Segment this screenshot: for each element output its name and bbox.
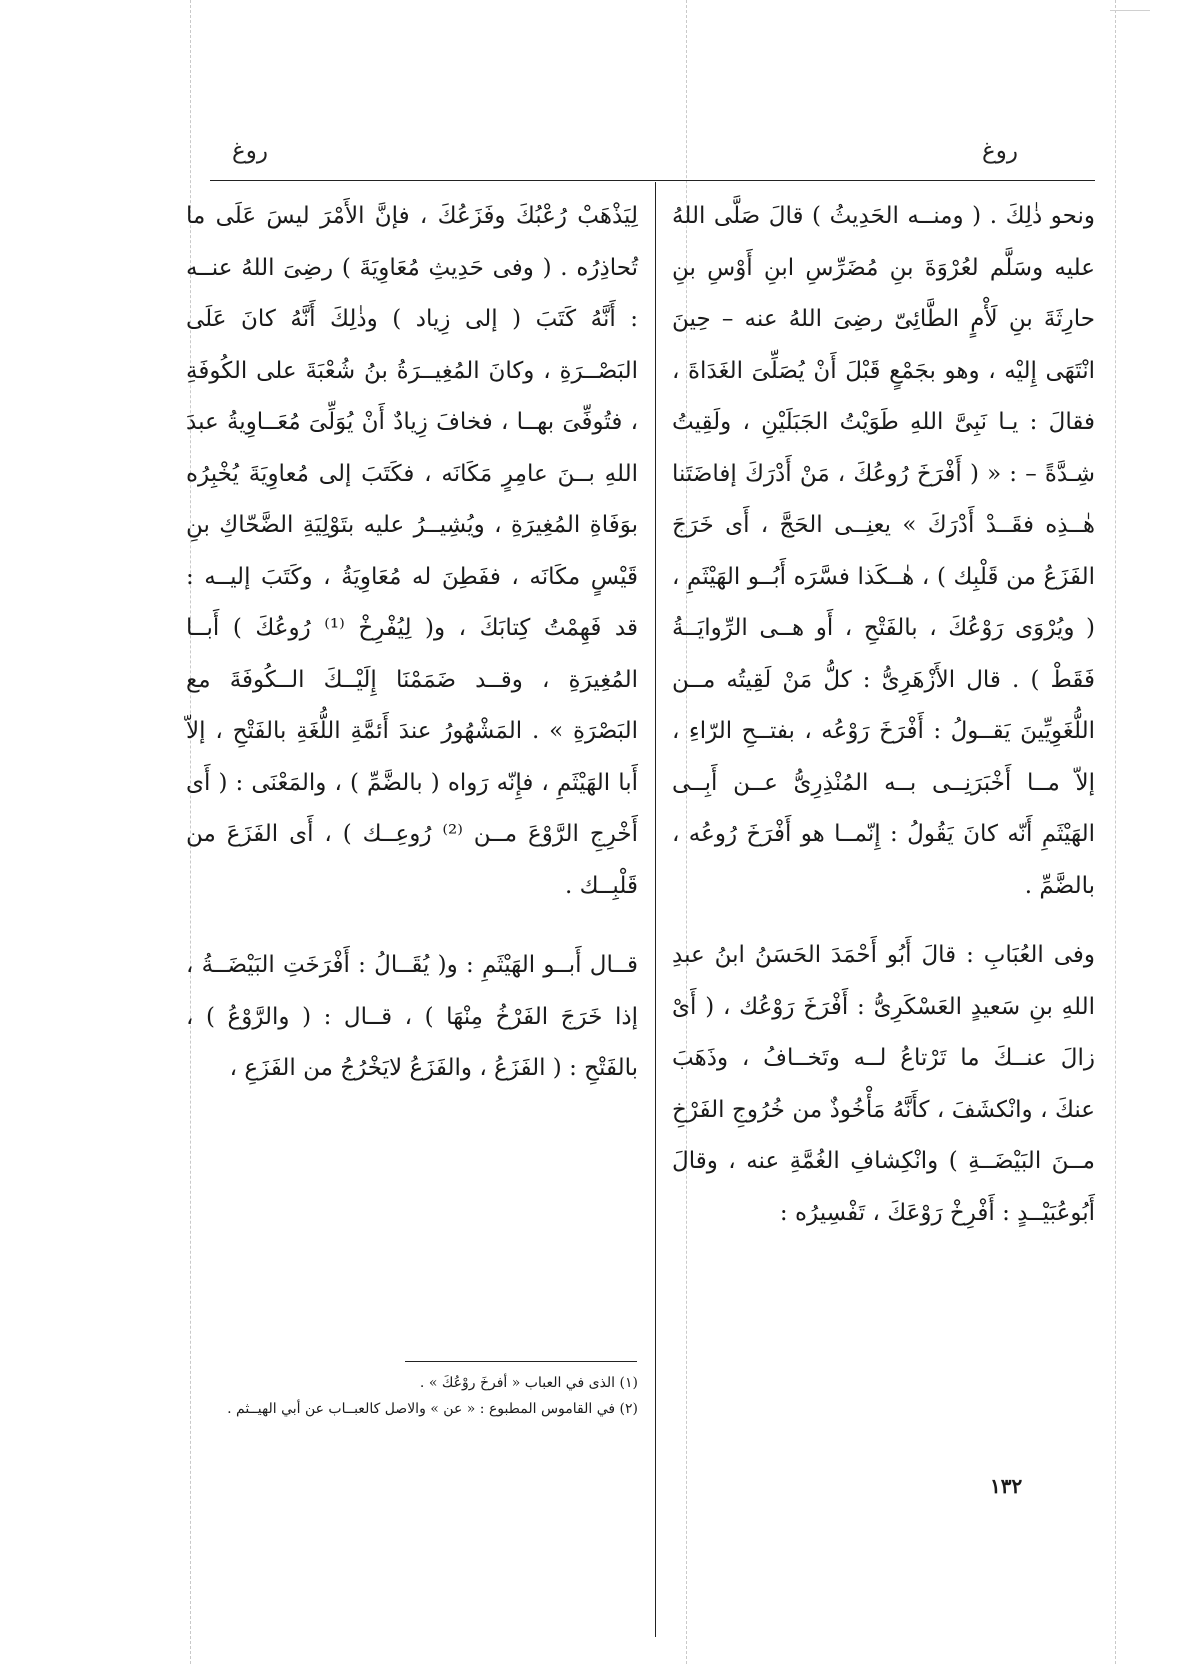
scan-guide-top — [1110, 10, 1150, 11]
left-column-paragraph-1: لِيَذْهَبْ رُعْبُكَ وفَزَعُكَ ، فإنَّ الأَمْرَ ليسَ عَلَى ما تُحاذِرُه . ( وفى حَدِيثِ مُعَاوِيَةَ ) رضِىَ اللهُ عنــه : أَنَّهُ كَتَبَ ( إلى زِياد ) وذٰلِكَ أَنَّهُ كانَ عَلَى البَصْــرَةِ ، وكانَ المُغِيــرَةُ بنُ شُعْبَةَ على الكُوفَةِ ، فتُوفِّىَ بهــا ، فخافَ زِيادٌ أَنْ يُوَلِّىَ مُعَــاوِيةُ عبدَ اللهِ بــنَ عامِرٍ مَكَانَه ، فكَتَبَ إلى مُعاوِيَةَ يُخْبِرُه بوَفَاةِ المُغِيرَةِ ، ويُشِيــرُ عليه بتَوْلِيَةِ الضَّحّاكِ بنِ قَيْسٍ مكَانَه ، ففَطِنَ له مُعَاوِيَةُ ، وكَتَبَ إليــه : قد فَهِمْتُ كِتابَكَ ، و( لِيُفْرِخْ ⁽¹⁾ رُوعُكَ ) أَبــا المُغِيرَةِ ، وقــد ضَمَمْنَا إِلَيْــكَ الــكُوفَةَ مع البَصْرَةِ » . المَشْهُورُ عندَ أَئمَّةِ اللُّغَةِ بالفَتْحِ ، إلاّ أَبا الهَيْثَمِ ، فإِنّه رَواه ( بالضَّمِّ ) ، والمَعْنَى : ( أَى أَخْرِجِ الرَّوْعَ مــن ⁽²⁾ رُوعِــك ) ، أَى الفَزَعَ من قَلْبِــك . — [186, 203, 638, 899]
running-header-left: روغ — [232, 138, 268, 164]
footnote-1: (١) الذى في العباب « أفرخَ روْعُكَ » . — [419, 1375, 638, 1391]
footnote-rule — [405, 1361, 637, 1362]
left-column-paragraph-2: قــال أَبــو الهَيْثَمِ : و( يُقَــالُ : أَفْرَخَتِ البَيْضَــةُ ، إذا خَرَجَ الفَرْخُ مِنْهَا ) ، قــال : ( والرَّوْعُ ) ، بالفَتْحِ : ( الفَزَعُ ، والفَزَعُ لايَخْرُجُ من الفَزَعِ ، — [186, 952, 638, 1081]
right-column — [672, 191, 1095, 1239]
column-divider — [655, 182, 656, 1637]
left-column — [186, 191, 638, 1095]
header-rule — [210, 180, 1095, 181]
footnote-2: (٢) في القاموس المطبوع : « عن » والاصل كالعبــاب عن أبي الهيــثم . — [227, 1401, 638, 1417]
footnotes — [186, 1372, 638, 1424]
scan-guide-right — [1115, 0, 1116, 1664]
right-column-paragraph-2: وفى العُبَابِ : قالَ أَبُو أَحْمَدَ الحَسَنُ ابنُ عبدِ اللهِ بنِ سَعيدٍ العَسْكَرِىُّ : أَفْرَخَ رَوْعُك ، ( أَىْ زالَ عنــكَ ما تَرْتاعُ لــه وتَخــافُ ، وذَهَبَ عنكَ ، وانْكشَفَ ، كأَنَّهُ مَأْخُوذٌ من خُرُوجِ الفَرْخِ مــنَ البَيْضَــةِ ) وانْكِشافِ الغُمَّةِ عنه ، وقالَ أَبُوعُبَيْــدٍ : أَفْرِخْ رَوْعَكَ ، تَفْسِيرُه : — [672, 942, 1095, 1226]
page-number: ١٣٢ — [990, 1474, 1023, 1498]
right-column-paragraph-1: ونحو ذٰلِكَ . ( ومنــه الحَدِيثُ ) قالَ صَلَّى اللهُ عليه وسَلَّم لعُرْوَةَ بنِ مُضَرِّسِ ابنِ أَوْسِ بنِ حارِثَةَ بنِ لَأْمٍ الطَّائِىّ رضِىَ اللهُ عنه – حِينَ انْتَهَى إِليْه ، وهو بجَمْعٍ قَبْلَ أَنْ يُصَلِّىَ الغَدَاةَ ، فقالَ : يـا نَبِىَّ اللهِ طَوَيْتُ الجَبَلَيْنِ ، ولَقِيتُ شِـدَّةً – : « ( أَفْرَخَ رُوعُكَ ، مَنْ أَدْرَكَ إفاضَتَنا هٰــذِه فقَــدْ أَدْرَكَ » يعنِــى الحَجَّ ، أَى خَرَجَ الفَزَعُ من قَلْبِك ) ، هٰــكَذا فسَّرَه أَبُــو الهَيْثَمِ ، ( ويُرْوَى رَوْعُكَ ، بالفَتْحِ ، أَو هــى الرِّوايَــةُ فَقَطْ ) . قال الأَزْهَرِىُّ : كلُّ مَنْ لَقِيتُه مــن اللُّغَوِيِّينَ يَقــولُ : أَفْرَخَ رَوْعُه ، بفتــحِ الرّاءِ ، إلاّ مــا أَخْبَرَنِــى بــه المُنْذِرِىُّ عــن أَبِــى الهَيْثَمِ أَنّه كانَ يَقُولُ : إِنّمــا هو أَفْرَخَ رُوعُه ، بالضَّمِّ . — [672, 203, 1095, 899]
running-header-right: روغ — [982, 138, 1018, 164]
